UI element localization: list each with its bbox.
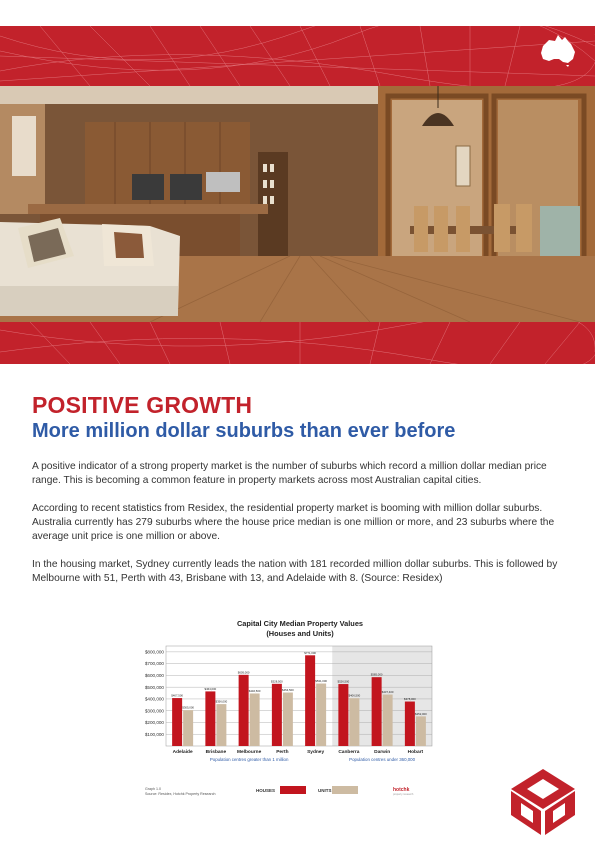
chart-title — [130, 619, 470, 639]
data-label: $526,500 — [337, 679, 350, 684]
y-tick-label: $800,000 — [144, 649, 164, 655]
y-tick-label: $100,000 — [144, 731, 164, 737]
paragraph-3: In the housing market, Sydney currently leads the nation with 181 recorded million dollar suburbs. This is followed by Melbourne with 51, Perth with 43, Brisbane with 13, and Adelaide with 8. (Source: Residex) — [32, 559, 558, 585]
data-label: $437,400 — [381, 690, 394, 695]
australia-map-icon — [537, 32, 581, 68]
top-banner — [0, 26, 595, 86]
brand-tagline: property research — [393, 793, 414, 796]
footnote-line-2: Source: Residex, Hotchk Property Research — [145, 792, 216, 796]
hero-image — [0, 86, 595, 322]
y-tick-label: $500,000 — [144, 684, 164, 690]
data-label: $585,000 — [370, 672, 383, 677]
data-label: $407,500 — [171, 693, 183, 698]
cube-logo-icon — [507, 765, 579, 837]
brand-name: hotchk — [393, 787, 410, 793]
bar-units — [183, 710, 193, 746]
bar-units — [216, 704, 226, 746]
page-title: POSITIVE GROWTH — [32, 392, 253, 418]
y-tick-label: $600,000 — [144, 673, 164, 679]
legend-label-units: UNITS — [318, 788, 332, 793]
interior-illustration — [0, 86, 595, 322]
bar-units — [416, 716, 426, 746]
bar-houses — [405, 702, 415, 746]
article-heading — [32, 392, 572, 444]
footnote-line-1: Graph 1.0 — [145, 787, 161, 791]
paragraph-1: A positive indicator of a strong property market is the number of suburbs which record a million dollar median price range. This is becoming a common feature in property markets across most Australian capital cities. — [32, 461, 547, 487]
data-label: $252,000 — [415, 711, 427, 716]
data-label: $531,000 — [315, 679, 327, 684]
property-values-chart — [130, 616, 470, 802]
data-label: $446,500 — [248, 688, 261, 693]
chart-plot — [130, 638, 470, 808]
data-label: $305,000 — [182, 705, 194, 710]
bar-houses — [272, 684, 282, 746]
bar-houses — [205, 691, 215, 746]
data-label: $356,000 — [215, 699, 228, 704]
legend-label-houses: HOUSES — [256, 788, 276, 793]
bar-houses — [305, 655, 315, 746]
x-tick-label: Darwin — [374, 750, 391, 755]
chart-title-line: Capital City Median Property Values — [236, 619, 364, 628]
bar-units — [250, 693, 260, 746]
legend-swatch-units — [332, 786, 358, 794]
y-tick-label: $200,000 — [144, 720, 164, 726]
data-label: $528,500 — [271, 679, 283, 684]
bar-houses — [338, 684, 348, 746]
legend-swatch-houses — [280, 786, 306, 794]
article-body — [32, 460, 572, 600]
page-subtitle: More million dollar suburbs than ever before — [32, 420, 456, 442]
bar-units — [383, 695, 393, 746]
data-label: $464,000 — [204, 686, 217, 691]
bar-units — [283, 693, 293, 746]
x-tick-label: Adelaide — [172, 750, 193, 755]
x-tick-label: Hobart — [407, 750, 424, 755]
bar-houses — [172, 698, 182, 746]
bar-units — [316, 684, 326, 746]
y-tick-label: $300,000 — [144, 708, 164, 714]
x-tick-label: Brisbane — [205, 750, 227, 755]
bar-units — [349, 698, 359, 746]
grid-pattern — [0, 26, 595, 86]
chart-subtitle-line: (Houses and Units) — [266, 629, 334, 638]
chart-footnote — [145, 787, 216, 797]
x-tick-label: Sydney — [307, 750, 325, 755]
group-label: Population centres greater than 1 million — [209, 757, 289, 762]
data-label: $454,500 — [282, 688, 294, 693]
data-label: $378,000 — [404, 697, 416, 702]
x-tick-label: Perth — [276, 750, 289, 755]
y-tick-label: $700,000 — [144, 661, 164, 667]
data-label: $406,500 — [348, 693, 361, 698]
bar-houses — [372, 677, 382, 746]
data-label: $605,000 — [237, 670, 250, 675]
bar-houses — [239, 675, 249, 746]
x-tick-label: Canberra — [338, 750, 360, 755]
grid-pattern-bottom — [0, 322, 595, 364]
bottom-banner — [0, 322, 595, 364]
x-tick-label: Melbourne — [236, 750, 262, 755]
paragraph-2: According to recent statistics from Residex, the residential property market is booming with million dollar suburbs. Australia currently has 279 suburbs where the house price median is one million or more, and 23 suburbs where the average unit price is one million or above. — [32, 502, 555, 543]
group-label: Population centres under 360,000 — [349, 757, 416, 762]
data-label: $771,000 — [304, 650, 316, 655]
y-tick-label: $400,000 — [144, 696, 164, 702]
